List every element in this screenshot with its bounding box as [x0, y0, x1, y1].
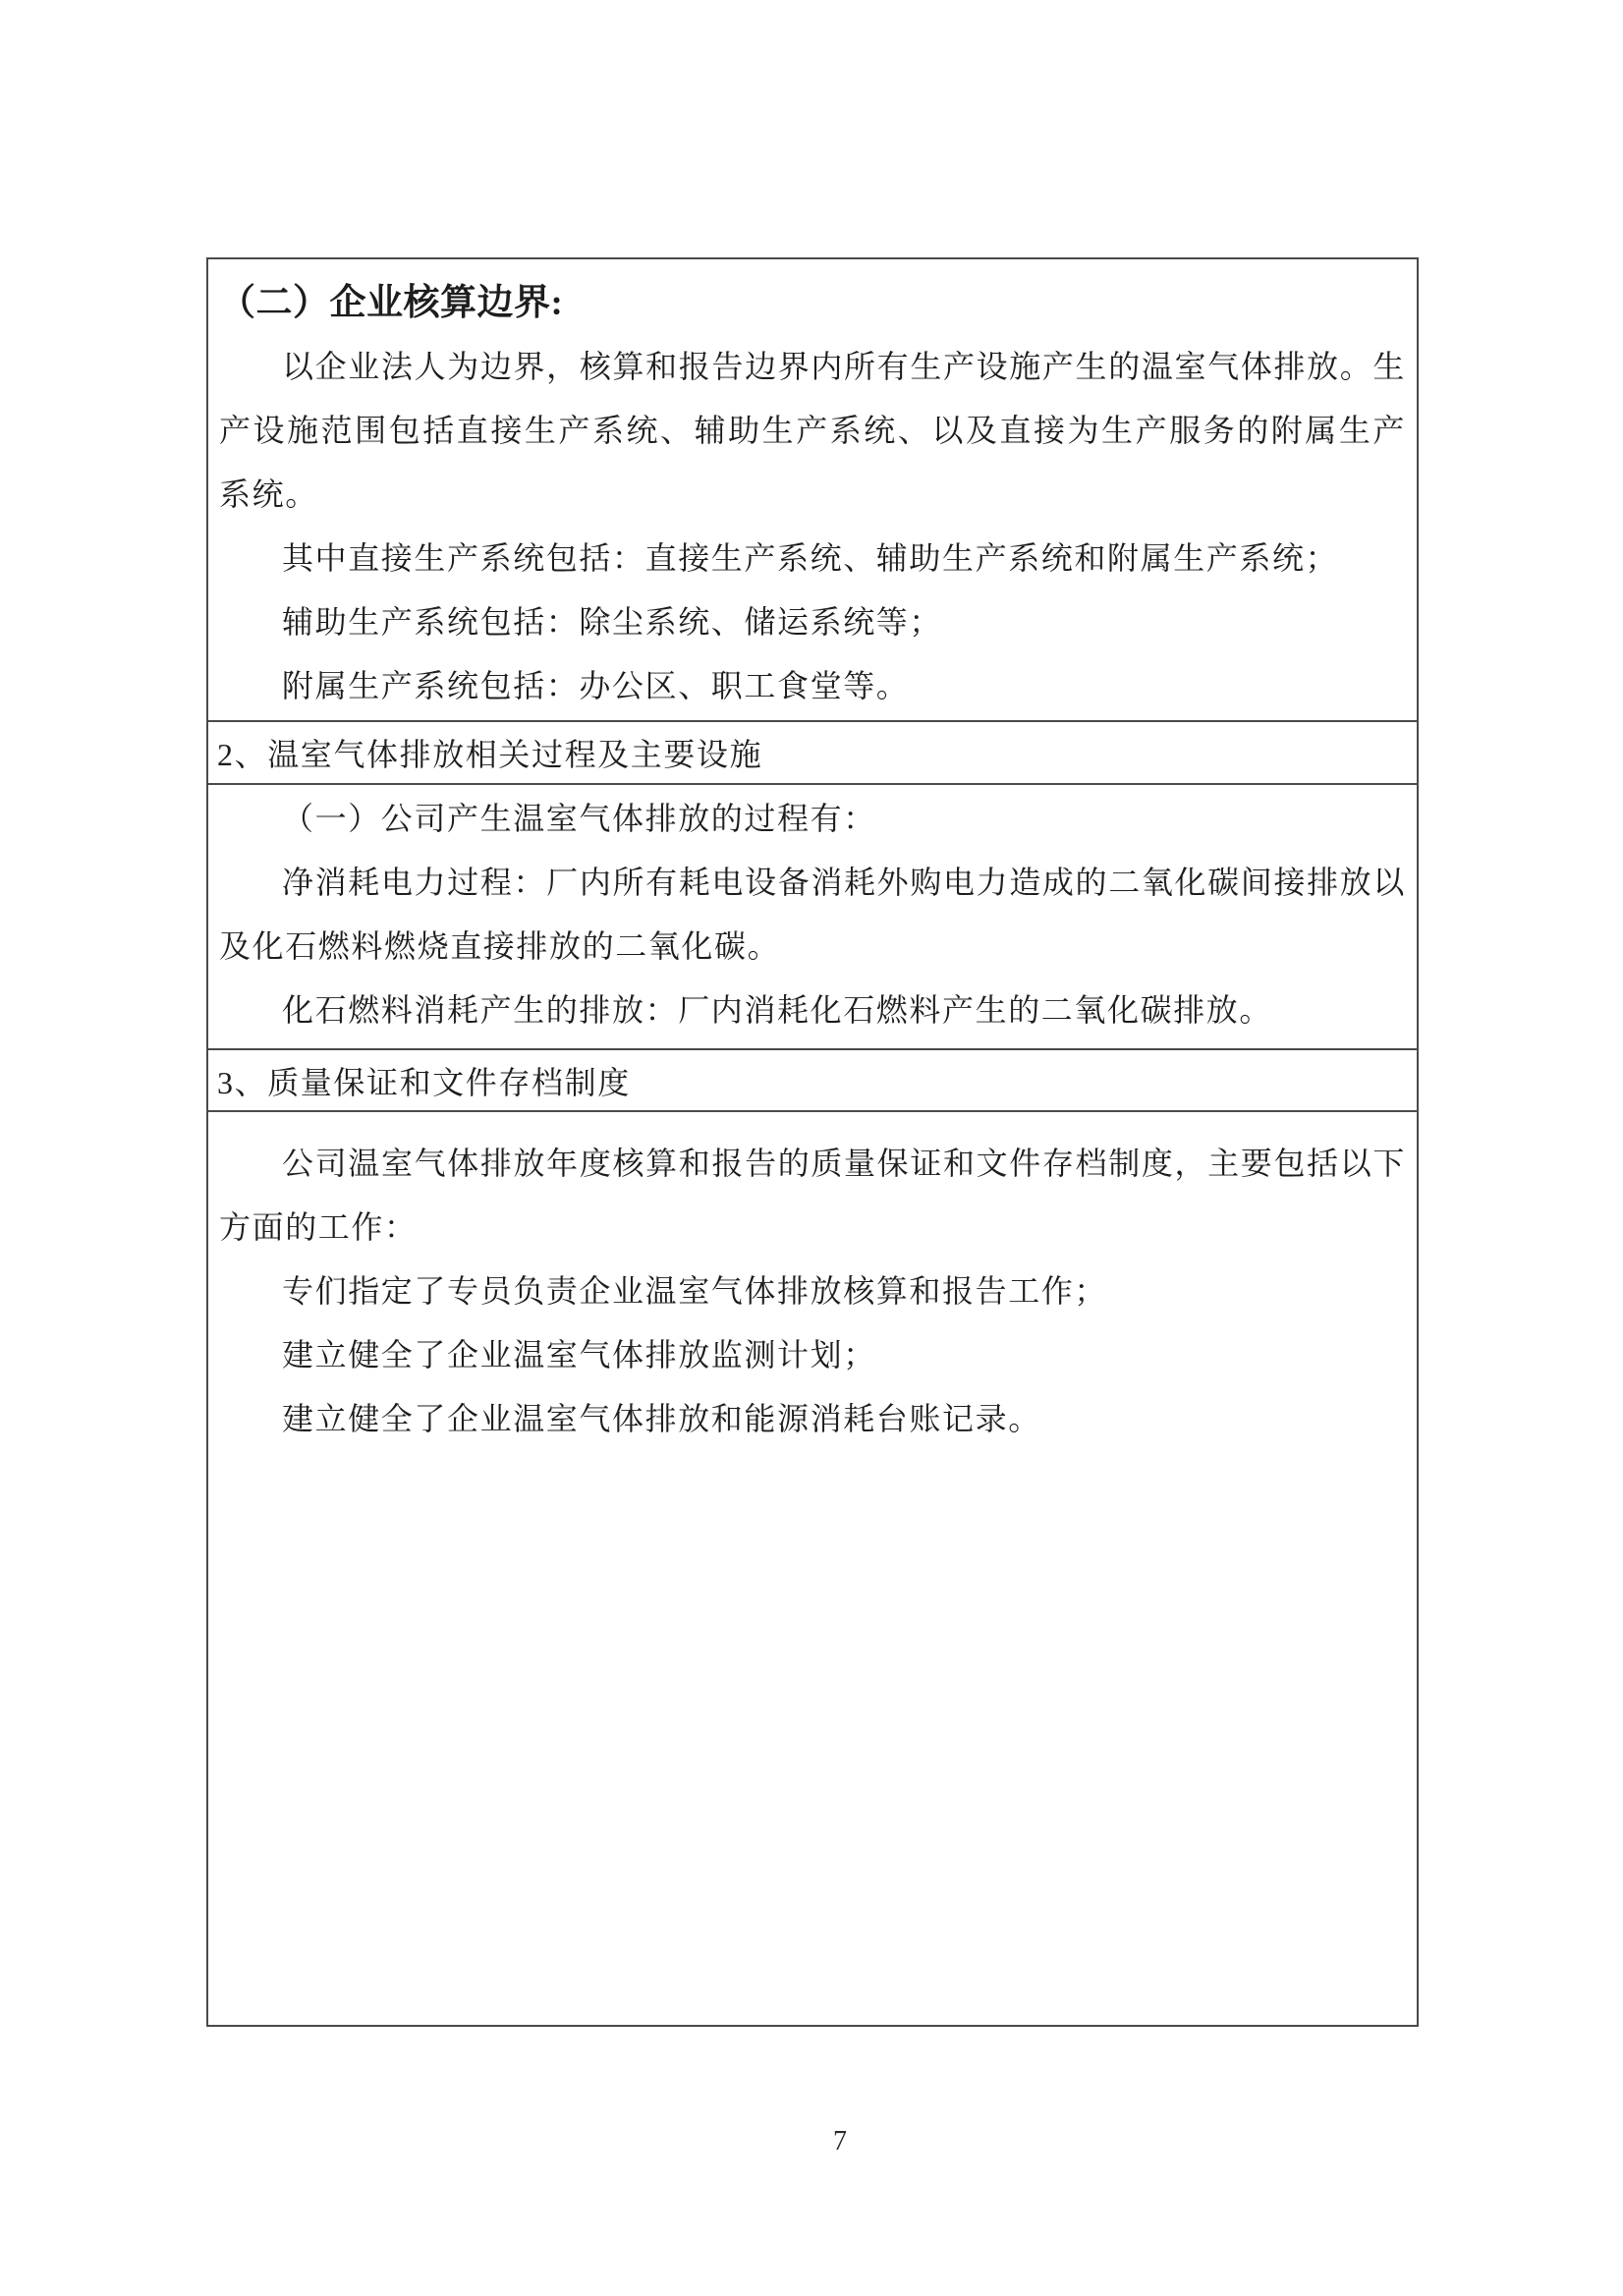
accounting-boundary-heading: （二）企业核算边界: [219, 283, 564, 323]
section-header-emission-processes [208, 722, 1417, 785]
paragraph-processes-intro: （一）公司产生温室气体排放的过程有： [282, 801, 876, 836]
paragraph-net-electricity-process: 净消耗电力过程：厂内所有耗电设备消耗外购电力造成的二氧化碳间接排放以及化石燃料燃烧直接排放的二氧化碳。 [219, 865, 1406, 964]
paragraph-direct-production-systems: 其中直接生产系统包括：直接生产系统、辅助生产系统和附属生产系统； [282, 540, 1339, 576]
report-table [206, 257, 1419, 2027]
section-emission-processes [208, 785, 1417, 1050]
paragraph-attached-production-systems: 附属生产系统包括：办公区、职工食堂等。 [282, 668, 910, 703]
row-label-quality-assurance: 3、质量保证和文件存档制度 [217, 1064, 631, 1100]
section-accounting-boundary [208, 259, 1417, 722]
paragraph-monitoring-plan: 建立健全了企业温室气体排放监测计划； [282, 1337, 876, 1372]
row-label-emission-processes: 2、温室气体排放相关过程及主要设施 [217, 737, 763, 772]
page-number: 7 [833, 2126, 847, 2156]
paragraph-designated-personnel: 专们指定了专员负责企业温室气体排放核算和报告工作； [282, 1273, 1108, 1309]
paragraph-auxiliary-production-systems: 辅助生产系统包括：除尘系统、储运系统等； [282, 604, 943, 640]
section-quality-assurance [208, 1112, 1417, 2025]
section-header-quality-assurance [208, 1050, 1417, 1112]
paragraph-fossil-fuel-emissions: 化石燃料消耗产生的排放：厂内消耗化石燃料产生的二氧化碳排放。 [282, 992, 1273, 1028]
paragraph-boundary-definition: 以企业法人为边界，核算和报告边界内所有生产设施产生的温室气体排放。生产设施范围包括直接生产系统、辅助生产系统、以及直接为生产服务的附属生产系统。 [219, 349, 1406, 512]
paragraph-quality-system-intro: 公司温室气体排放年度核算和报告的质量保证和文件存档制度，主要包括以下方面的工作： [219, 1146, 1406, 1245]
paragraph-ledger-records: 建立健全了企业温室气体排放和能源消耗台账记录。 [282, 1401, 1041, 1436]
